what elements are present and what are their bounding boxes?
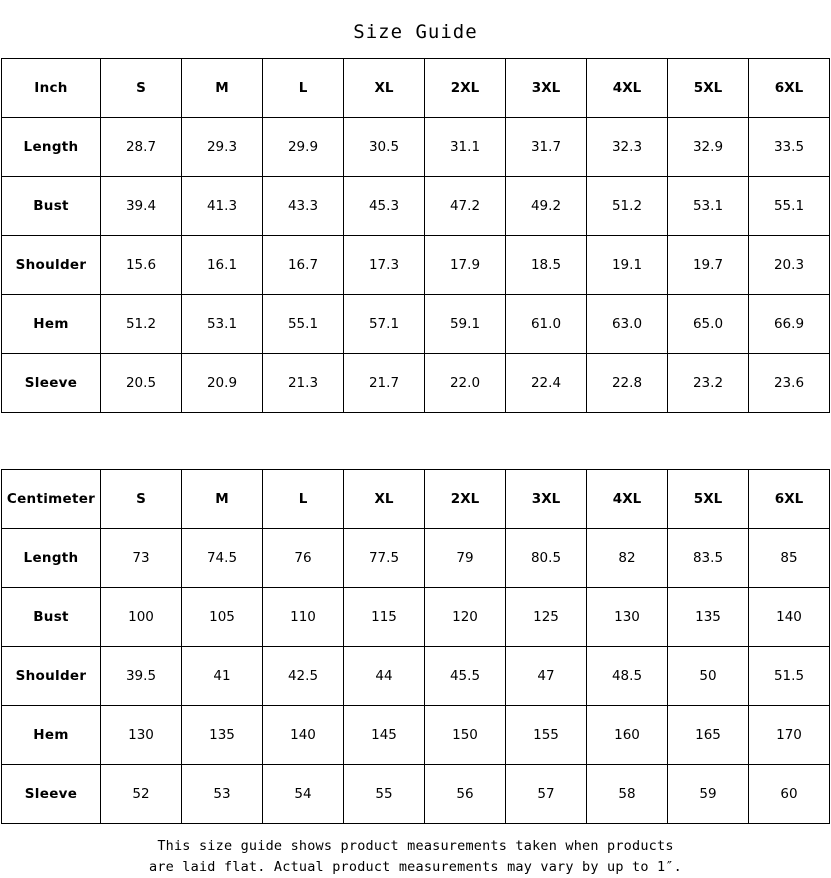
cell: 74.5 bbox=[182, 529, 263, 588]
size-guide-footnote bbox=[0, 824, 831, 878]
table-row bbox=[2, 588, 830, 647]
cell: 23.2 bbox=[668, 354, 749, 413]
cell: 165 bbox=[668, 706, 749, 765]
table-header-row bbox=[2, 470, 830, 529]
cell: 28.7 bbox=[101, 118, 182, 177]
cell: 61.0 bbox=[506, 295, 587, 354]
cell: 140 bbox=[749, 588, 830, 647]
table-header-row bbox=[2, 59, 830, 118]
cell: 135 bbox=[182, 706, 263, 765]
table-row bbox=[2, 706, 830, 765]
column-header-size: 3XL bbox=[506, 59, 587, 118]
cell: 130 bbox=[587, 588, 668, 647]
cell: 29.3 bbox=[182, 118, 263, 177]
cell: 31.1 bbox=[425, 118, 506, 177]
cell: 57.1 bbox=[344, 295, 425, 354]
cell: 42.5 bbox=[263, 647, 344, 706]
cell: 50 bbox=[668, 647, 749, 706]
cell: 115 bbox=[344, 588, 425, 647]
page-title: Size Guide bbox=[353, 21, 478, 43]
table-row bbox=[2, 529, 830, 588]
cell: 21.7 bbox=[344, 354, 425, 413]
cell: 145 bbox=[344, 706, 425, 765]
cell: 32.9 bbox=[668, 118, 749, 177]
centimeter-size-table bbox=[1, 469, 830, 824]
cell: 100 bbox=[101, 588, 182, 647]
table-row bbox=[2, 354, 830, 413]
cell: 53.1 bbox=[182, 295, 263, 354]
cell: 155 bbox=[506, 706, 587, 765]
cell: 23.6 bbox=[749, 354, 830, 413]
cell: 55 bbox=[344, 765, 425, 824]
row-label: Shoulder bbox=[2, 236, 101, 295]
column-header-size: 6XL bbox=[749, 59, 830, 118]
cell: 54 bbox=[263, 765, 344, 824]
column-header-size: 2XL bbox=[425, 59, 506, 118]
cell: 51.2 bbox=[101, 295, 182, 354]
cell: 55.1 bbox=[749, 177, 830, 236]
footnote-line-1: This size guide shows product measurements taken when products bbox=[157, 838, 674, 854]
cell: 45.3 bbox=[344, 177, 425, 236]
cell: 53.1 bbox=[668, 177, 749, 236]
column-header-size: XL bbox=[344, 470, 425, 529]
cell: 32.3 bbox=[587, 118, 668, 177]
column-header-size: L bbox=[263, 59, 344, 118]
column-header-size: L bbox=[263, 470, 344, 529]
table-row bbox=[2, 177, 830, 236]
cell: 39.5 bbox=[101, 647, 182, 706]
column-header-size: 4XL bbox=[587, 470, 668, 529]
cell: 39.4 bbox=[101, 177, 182, 236]
cell: 15.6 bbox=[101, 236, 182, 295]
unit-label-inch: Inch bbox=[2, 59, 101, 118]
table-row bbox=[2, 295, 830, 354]
table-row bbox=[2, 118, 830, 177]
cell: 19.7 bbox=[668, 236, 749, 295]
row-label: Hem bbox=[2, 295, 101, 354]
row-label: Sleeve bbox=[2, 765, 101, 824]
cell: 45.5 bbox=[425, 647, 506, 706]
cell: 130 bbox=[101, 706, 182, 765]
cell: 22.0 bbox=[425, 354, 506, 413]
cell: 125 bbox=[506, 588, 587, 647]
cell: 65.0 bbox=[668, 295, 749, 354]
cell: 55.1 bbox=[263, 295, 344, 354]
cell: 160 bbox=[587, 706, 668, 765]
cell: 17.3 bbox=[344, 236, 425, 295]
cell: 29.9 bbox=[263, 118, 344, 177]
cell: 80.5 bbox=[506, 529, 587, 588]
cell: 82 bbox=[587, 529, 668, 588]
table-row bbox=[2, 647, 830, 706]
column-header-size: M bbox=[182, 59, 263, 118]
column-header-size: M bbox=[182, 470, 263, 529]
row-label: Shoulder bbox=[2, 647, 101, 706]
cell: 51.2 bbox=[587, 177, 668, 236]
row-label: Bust bbox=[2, 177, 101, 236]
cell: 41.3 bbox=[182, 177, 263, 236]
cell: 16.1 bbox=[182, 236, 263, 295]
row-label: Length bbox=[2, 529, 101, 588]
cell: 22.8 bbox=[587, 354, 668, 413]
cell: 19.1 bbox=[587, 236, 668, 295]
column-header-size: S bbox=[101, 59, 182, 118]
cell: 135 bbox=[668, 588, 749, 647]
cell: 18.5 bbox=[506, 236, 587, 295]
cell: 47 bbox=[506, 647, 587, 706]
cell: 76 bbox=[263, 529, 344, 588]
cell: 17.9 bbox=[425, 236, 506, 295]
cell: 83.5 bbox=[668, 529, 749, 588]
cell: 77.5 bbox=[344, 529, 425, 588]
cell: 59 bbox=[668, 765, 749, 824]
cell: 57 bbox=[506, 765, 587, 824]
column-header-size: 6XL bbox=[749, 470, 830, 529]
cell: 56 bbox=[425, 765, 506, 824]
cell: 43.3 bbox=[263, 177, 344, 236]
cell: 140 bbox=[263, 706, 344, 765]
cell: 79 bbox=[425, 529, 506, 588]
cell: 49.2 bbox=[506, 177, 587, 236]
row-label: Bust bbox=[2, 588, 101, 647]
cell: 66.9 bbox=[749, 295, 830, 354]
cell: 16.7 bbox=[263, 236, 344, 295]
cell: 58 bbox=[587, 765, 668, 824]
cell: 20.5 bbox=[101, 354, 182, 413]
cell: 105 bbox=[182, 588, 263, 647]
column-header-size: 3XL bbox=[506, 470, 587, 529]
cell: 20.9 bbox=[182, 354, 263, 413]
row-label: Hem bbox=[2, 706, 101, 765]
table-row bbox=[2, 236, 830, 295]
column-header-size: 5XL bbox=[668, 59, 749, 118]
cell: 21.3 bbox=[263, 354, 344, 413]
cell: 53 bbox=[182, 765, 263, 824]
cell: 33.5 bbox=[749, 118, 830, 177]
column-header-size: 5XL bbox=[668, 470, 749, 529]
footnote-line-2: are laid flat. Actual product measurements may vary by up to 1″. bbox=[149, 859, 682, 875]
cell: 22.4 bbox=[506, 354, 587, 413]
cell: 59.1 bbox=[425, 295, 506, 354]
column-header-size: XL bbox=[344, 59, 425, 118]
column-header-size: 4XL bbox=[587, 59, 668, 118]
cell: 120 bbox=[425, 588, 506, 647]
cell: 63.0 bbox=[587, 295, 668, 354]
cell: 51.5 bbox=[749, 647, 830, 706]
cell: 60 bbox=[749, 765, 830, 824]
table-spacer bbox=[0, 413, 831, 469]
unit-label-centimeter: Centimeter bbox=[2, 470, 101, 529]
cell: 110 bbox=[263, 588, 344, 647]
cell: 30.5 bbox=[344, 118, 425, 177]
cell: 20.3 bbox=[749, 236, 830, 295]
table-row bbox=[2, 765, 830, 824]
cell: 52 bbox=[101, 765, 182, 824]
cell: 150 bbox=[425, 706, 506, 765]
cell: 41 bbox=[182, 647, 263, 706]
cell: 170 bbox=[749, 706, 830, 765]
row-label: Sleeve bbox=[2, 354, 101, 413]
column-header-size: 2XL bbox=[425, 470, 506, 529]
cell: 31.7 bbox=[506, 118, 587, 177]
cell: 73 bbox=[101, 529, 182, 588]
cell: 48.5 bbox=[587, 647, 668, 706]
row-label: Length bbox=[2, 118, 101, 177]
column-header-size: S bbox=[101, 470, 182, 529]
cell: 44 bbox=[344, 647, 425, 706]
cell: 85 bbox=[749, 529, 830, 588]
cell: 47.2 bbox=[425, 177, 506, 236]
inch-size-table bbox=[1, 58, 830, 413]
